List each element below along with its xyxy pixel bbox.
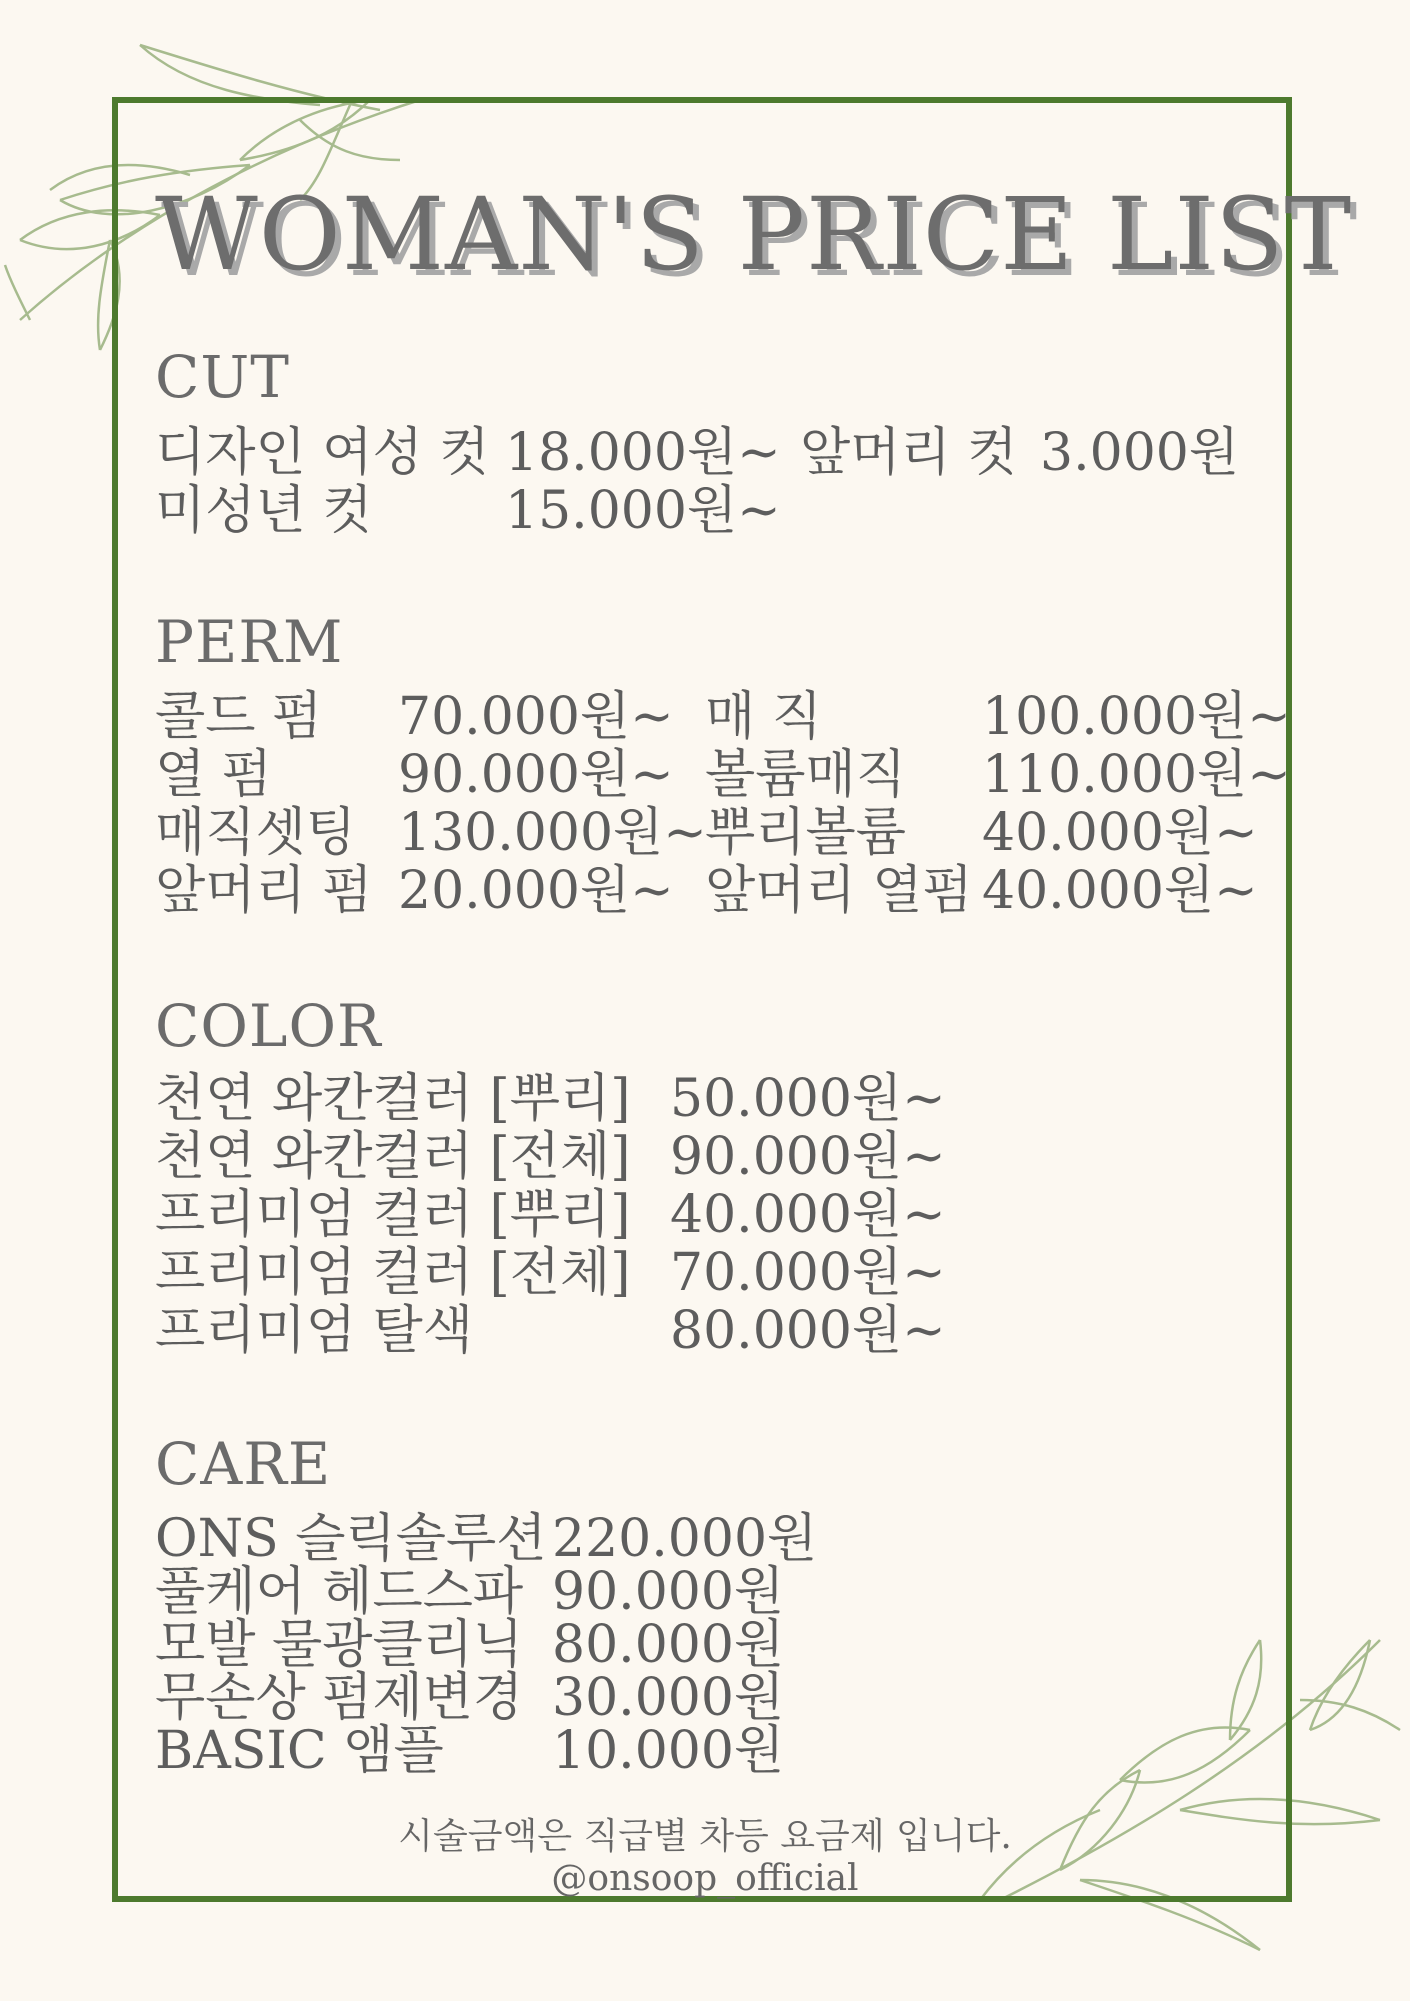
perm-item-name: 앞머리 열펌 — [705, 861, 973, 921]
pricing-note: 시술금액은 직급별 차등 요금제 입니다. — [398, 1816, 1012, 1857]
color-item-price: 50.000원~ — [670, 1069, 946, 1129]
perm-item-name: 볼륨매직 — [705, 745, 906, 805]
perm-item-price: 70.000원~ — [398, 687, 674, 747]
care-item-name: 모발 물광클리닉 — [155, 1615, 524, 1675]
instagram-handle: @onsoop_official — [551, 1858, 859, 1899]
section-heading-cut: CUT — [155, 343, 290, 411]
perm-item-name: 앞머리 펌 — [155, 861, 373, 921]
color-item-price: 90.000원~ — [670, 1127, 946, 1187]
cut-item-price: 15.000원~ — [505, 481, 781, 541]
perm-item-name: 매 직 — [705, 687, 822, 747]
section-heading-color: COLOR — [155, 992, 382, 1060]
perm-item-price: 100.000원~ — [982, 687, 1291, 747]
cut-item-name: 디자인 여성 컷 — [155, 423, 490, 483]
perm-item-name: 매직셋팅 — [155, 803, 356, 863]
cut-item-price: 18.000원~ — [505, 423, 781, 483]
color-item-name: 천연 와칸컬러 [뿌리] — [155, 1069, 631, 1129]
section-heading-perm: PERM — [155, 608, 344, 676]
cut-item-name: 앞머리 컷 — [800, 423, 1018, 483]
perm-item-price: 20.000원~ — [398, 861, 674, 921]
color-item-price: 80.000원~ — [670, 1301, 946, 1361]
perm-item-price: 40.000원~ — [982, 861, 1258, 921]
cut-item-price: 3.000원 — [1040, 423, 1240, 483]
page-title: WOMAN'S PRICE LIST — [155, 176, 1353, 293]
perm-item-price: 90.000원~ — [398, 745, 674, 805]
care-item-price: 30.000원 — [552, 1668, 785, 1728]
care-item-name: 무손상 펌제변경 — [155, 1668, 524, 1728]
care-item-name: BASIC 앰플 — [155, 1721, 444, 1781]
color-item-name: 프리미엄 컬러 [뿌리] — [155, 1185, 631, 1245]
color-item-name: 프리미엄 컬러 [전체] — [155, 1243, 631, 1303]
color-item-price: 40.000원~ — [670, 1185, 946, 1245]
perm-item-price: 40.000원~ — [982, 803, 1258, 863]
section-heading-care: CARE — [155, 1430, 332, 1498]
perm-item-price: 110.000원~ — [982, 745, 1291, 805]
perm-item-name: 뿌리볼륨 — [705, 803, 906, 863]
perm-item-price: 130.000원~ — [398, 803, 707, 863]
care-item-price: 220.000원 — [552, 1509, 818, 1569]
care-item-price: 90.000원 — [552, 1562, 785, 1622]
care-item-price: 10.000원 — [552, 1721, 785, 1781]
color-item-price: 70.000원~ — [670, 1243, 946, 1303]
color-item-name: 천연 와칸컬러 [전체] — [155, 1127, 631, 1187]
care-item-price: 80.000원 — [552, 1615, 785, 1675]
perm-item-name: 콜드 펌 — [155, 687, 323, 747]
care-item-name: ONS 슬릭솔루션 — [155, 1509, 547, 1569]
color-item-name: 프리미엄 탈색 — [155, 1301, 473, 1361]
care-item-name: 풀케어 헤드스파 — [155, 1562, 524, 1622]
cut-item-name: 미성년 컷 — [155, 481, 373, 541]
perm-item-name: 열 펌 — [155, 745, 272, 805]
